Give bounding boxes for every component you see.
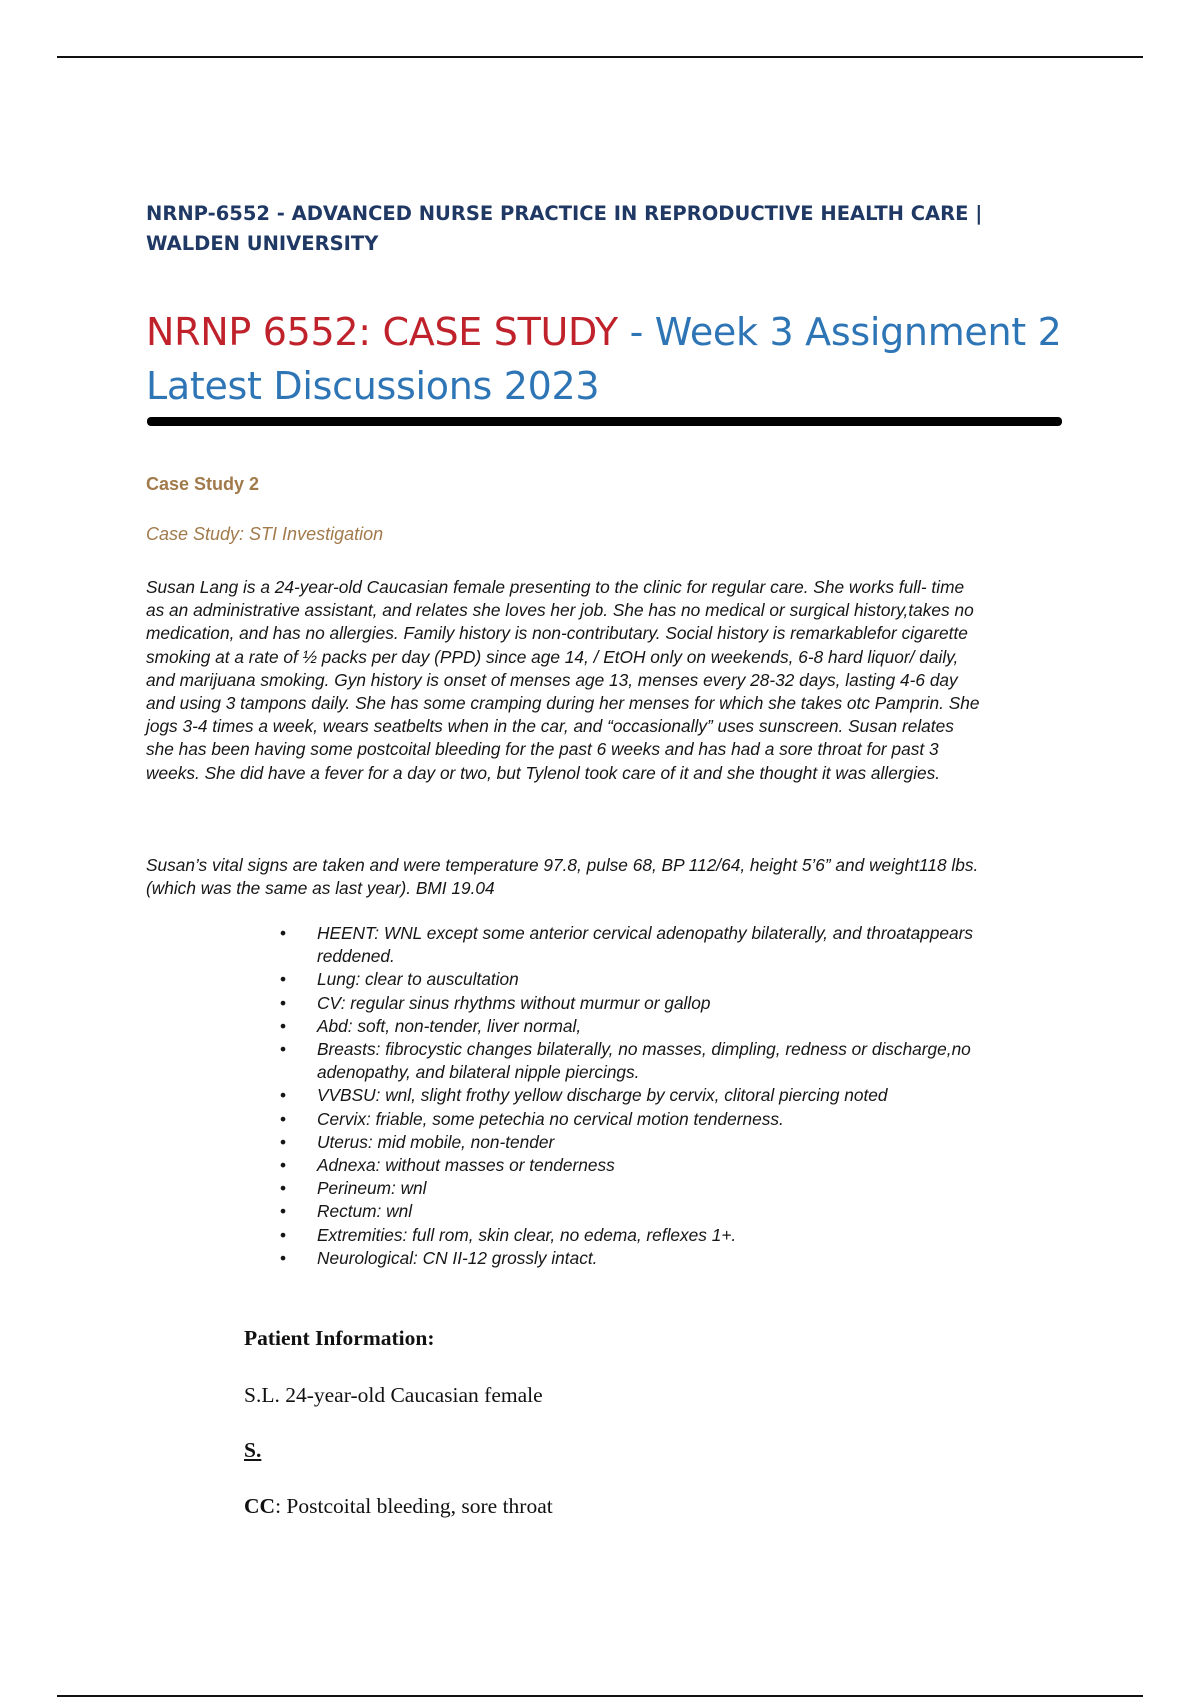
patient-information-text: S.L. 24-year-old Caucasian female bbox=[244, 1383, 543, 1407]
finding-cervix: • Cervix: friable, some petechia no cervical motion tenderness. bbox=[276, 1108, 1016, 1131]
case-study-subheading: Case Study: STI Investigation bbox=[146, 524, 384, 544]
top-rule bbox=[57, 56, 1143, 58]
finding-cv: • CV: regular sinus rhythms without murmur or gallop bbox=[276, 992, 1016, 1015]
exam-findings-list bbox=[276, 922, 1016, 1270]
chief-complaint-text: : Postcoital bleeding, sore throat bbox=[275, 1494, 553, 1518]
finding-adnexa: • Adnexa: without masses or tenderness bbox=[276, 1154, 1016, 1177]
subjective-heading: S. bbox=[244, 1438, 262, 1462]
title-assignment: - Week 3 Assignment 2 Latest Discussions 2023 bbox=[146, 310, 1062, 408]
finding-abd: • Abd: soft, non-tender, liver normal, bbox=[276, 1015, 1016, 1038]
title-case-study: NRNP 6552: CASE STUDY bbox=[146, 310, 618, 354]
finding-breasts: • Breasts: fibrocystic changes bilaterally, no masses, dimpling, redness or discharge,no adenopathy, and bilateral nipple piercings. bbox=[276, 1038, 1016, 1084]
finding-extremities: • Extremities: full rom, skin clear, no edema, reflexes 1+. bbox=[276, 1224, 1016, 1247]
finding-heent: • HEENT: WNL except some anterior cervical adenopathy bilaterally, and throatappears reddened. bbox=[276, 922, 1016, 968]
case-study-heading: Case Study 2 bbox=[146, 474, 260, 494]
document-title bbox=[146, 305, 1106, 413]
finding-uterus: • Uterus: mid mobile, non-tender bbox=[276, 1131, 1016, 1154]
finding-vvbsu: • VVBSU: wnl, slight frothy yellow discharge by cervix, clitoral piercing noted bbox=[276, 1084, 1016, 1107]
title-underline-bar bbox=[147, 417, 1062, 426]
finding-rectum: • Rectum: wnl bbox=[276, 1200, 1016, 1223]
finding-perineum: • Perineum: wnl bbox=[276, 1177, 1016, 1200]
patient-information-heading: Patient Information: bbox=[244, 1326, 435, 1350]
vital-signs-paragraph: Susan’s vital signs are taken and were temperature 97.8, pulse 68, BP 112/64, height 5’6” and weight118 lbs. (which was the same as last year). BMI 19.04 bbox=[146, 855, 979, 899]
finding-lung: • Lung: clear to auscultation bbox=[276, 968, 1016, 991]
case-narrative-paragraph: Susan Lang is a 24-year-old Caucasian female presenting to the clinic for regular care. She works full- time as an administrative assistant, and relates she loves her job. She has no medical or surgical history,takes no medication, and has no allergies. Family history is non-contributary. Social history is remarkablefor cigarette smoking at a rate of ½ packs per day (PPD) since age 14, / EtOH only on weekends, 6-8 hard liquor/ daily, and marijuana smoking. Gyn history is onset of menses age 13, menses every 28-32 days, lasting 4-6 day and using 3 tampons daily. She has some cramping during her menses for which she takes otc Pamprin. She jogs 3-4 times a week, wears seatbelts when in the car, and “occasionally” uses sunscreen. Susan relates she has been having some postcoital bleeding for the past 6 weeks and has had a sore throat for past 3 weeks. She did have a fever for a day or two, but Tylenol took care of it and she thought it was allergies. bbox=[146, 577, 980, 783]
finding-neurological: • Neurological: CN II-12 grossly intact. bbox=[276, 1247, 1016, 1270]
chief-complaint bbox=[244, 1494, 553, 1519]
course-header: NRNP-6552 - ADVANCED NURSE PRACTICE IN REPRODUCTIVE HEALTH CARE | WALDEN UNIVERSITY bbox=[146, 202, 983, 255]
bottom-rule bbox=[57, 1695, 1143, 1697]
chief-complaint-label: CC bbox=[244, 1494, 276, 1518]
